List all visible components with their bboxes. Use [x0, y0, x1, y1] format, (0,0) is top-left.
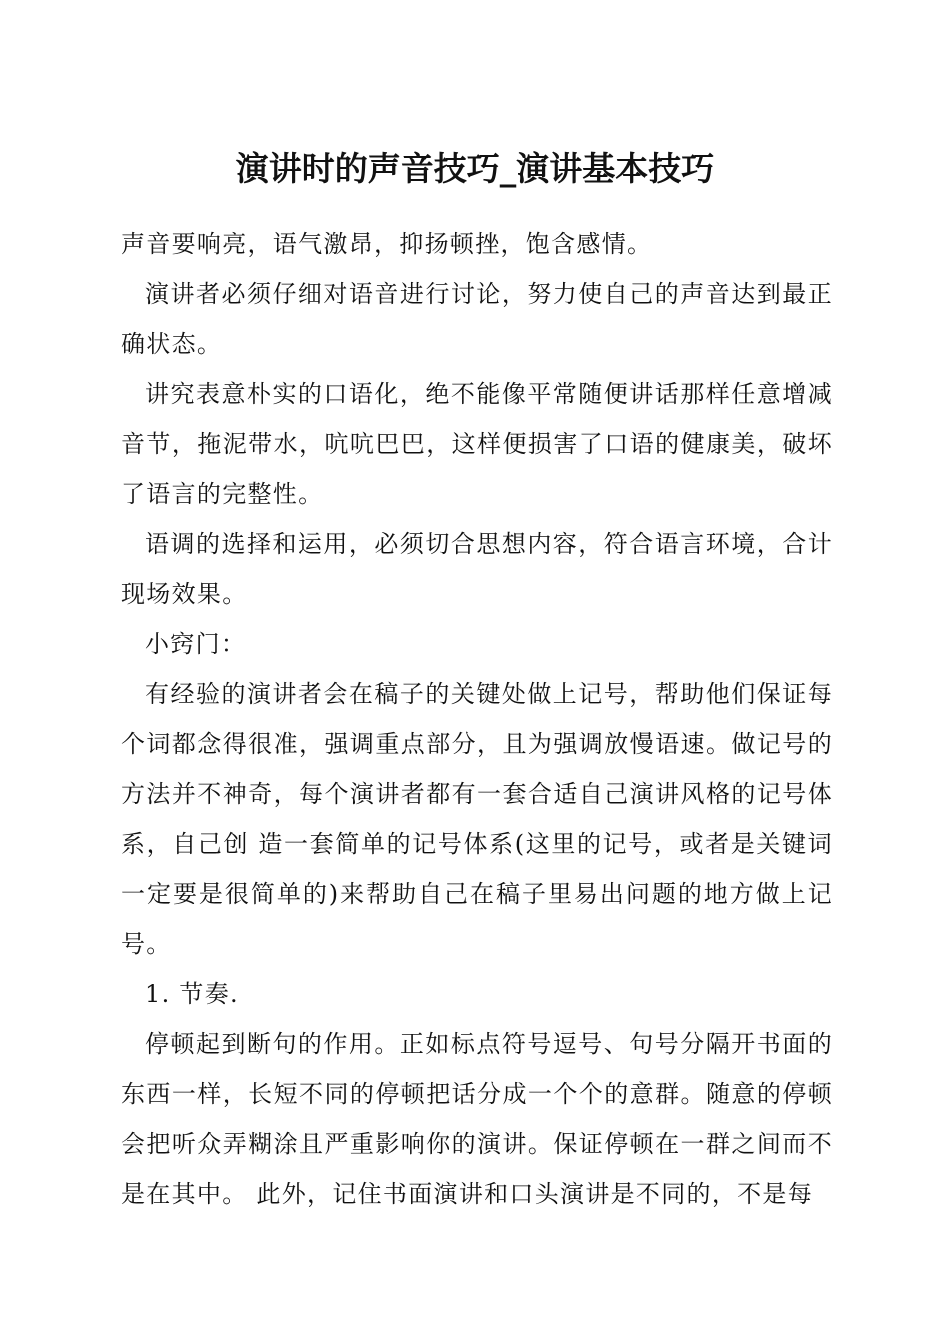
paragraph-pauses: 停顿起到断句的作用。正如标点符号逗号、句号分隔开书面的东西一样，长短不同的停顿把话分成一个个的意群。随意的停顿会把听众弄糊涂且严重影响你的演讲。保证停顿在一群之间而不是在其中。 此外，记住书面演讲和口头演讲是不同的，不是每: [121, 1030, 833, 1208]
document-body: [121, 219, 833, 1219]
paragraph-voice-study: 演讲者必须仔细对语音进行讨论，努力使自己的声音达到最正确状态。: [121, 280, 833, 358]
paragraph-voice-loud: 声音要响亮，语气激昂，抑扬顿挫，饱含感情。: [121, 230, 653, 258]
paragraph-marking-system: 有经验的演讲者会在稿子的关键处做上记号，帮助他们保证每个词都念得很准，强调重点部分，且为强调放慢语速。做记号的方法并不神奇，每个演讲者都有一套合适自己演讲风格的记号体系，自己创 造一套简单的记号体系(这里的记号，或者是关键词一定要是很简单的)来帮助自己在稿子里易出问题的地方做上记号。: [121, 680, 833, 958]
paragraph-intonation: 语调的选择和运用，必须切合思想内容，符合语言环境，合计现场效果。: [121, 530, 833, 608]
paragraph-rhythm-heading: 1. 节奏.: [145, 980, 239, 1008]
paragraph-oral-language: 讲究表意朴实的口语化，绝不能像平常随便讲话那样任意增减音节，拖泥带水，吭吭巴巴，这样便损害了口语的健康美，破坏了语言的完整性。: [121, 380, 833, 508]
document-title: 演讲时的声音技巧_演讲基本技巧: [235, 149, 715, 188]
paragraph-tips-heading: 小窍门：: [145, 630, 247, 658]
